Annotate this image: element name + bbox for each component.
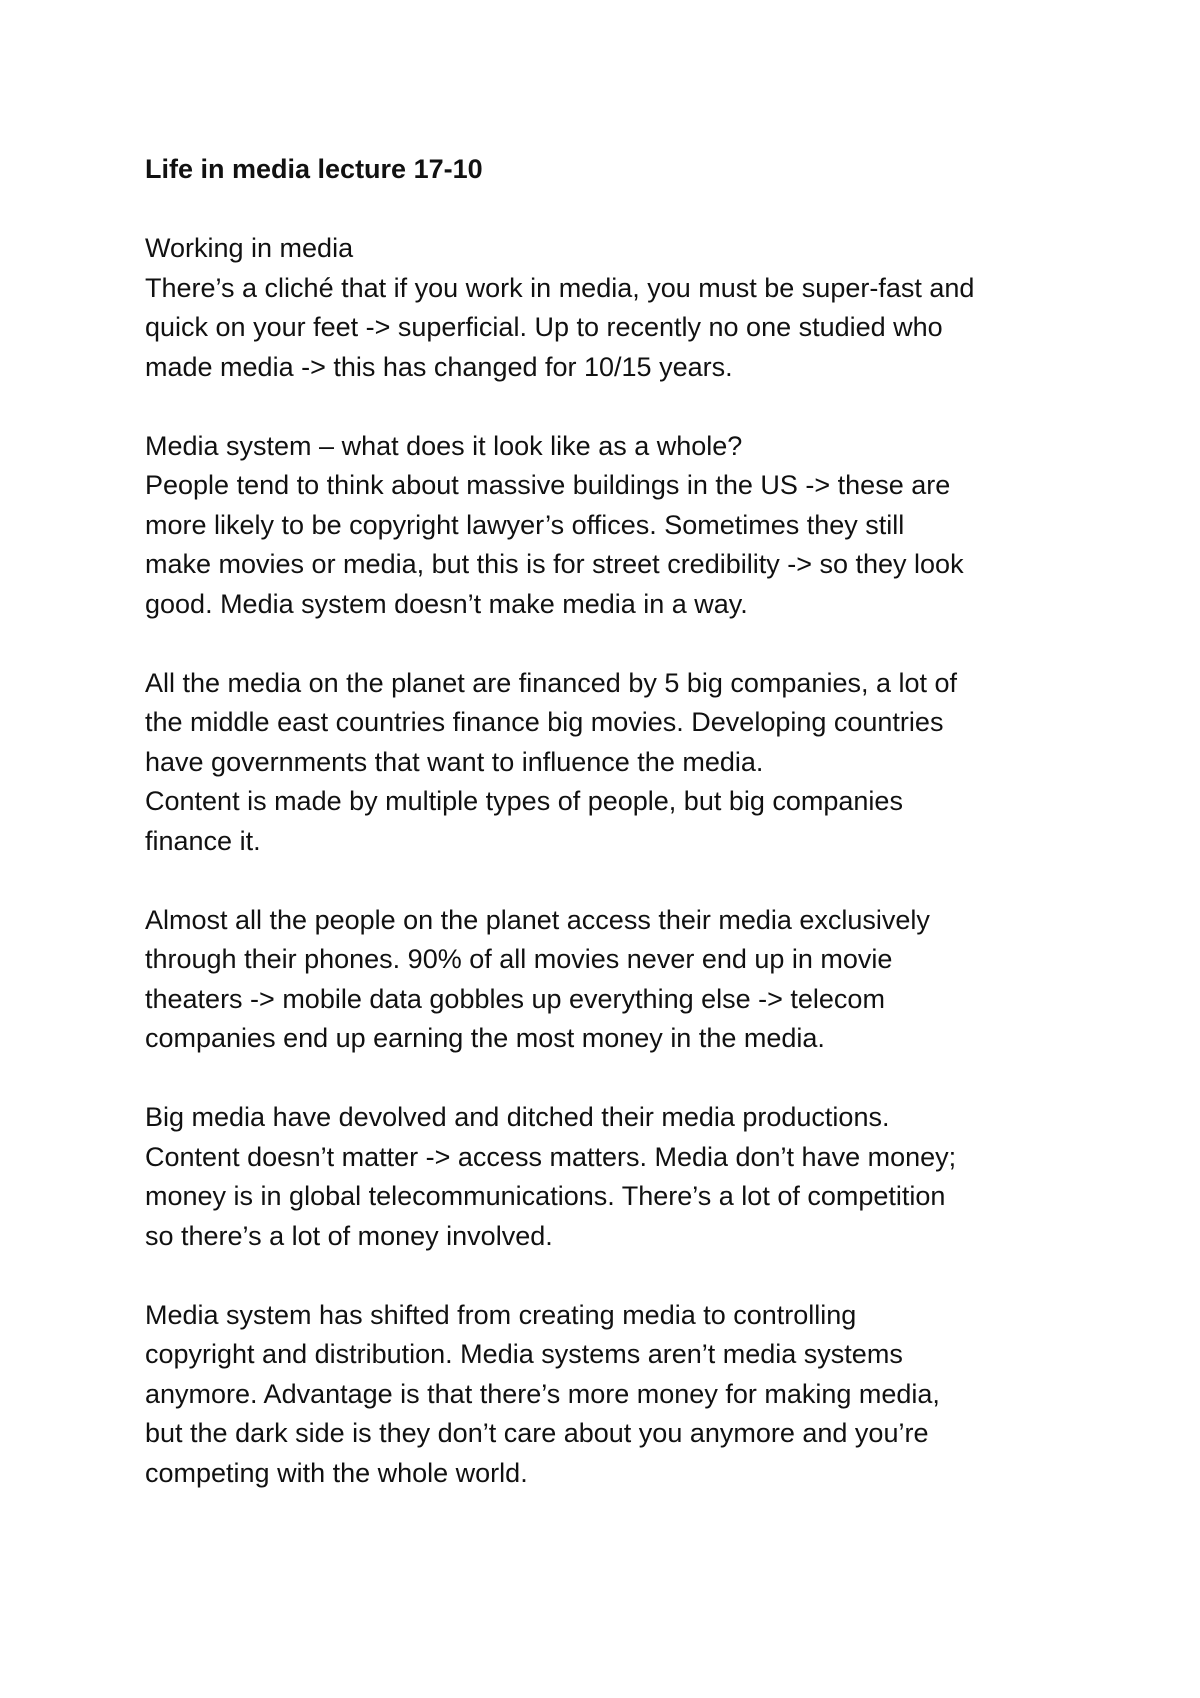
blank-line — [145, 861, 1105, 901]
text-line: People tend to think about massive buildings in the US -> these are — [145, 470, 951, 500]
text-line: quick on your feet -> superficial. Up to recently no one studied who — [145, 312, 943, 342]
document-title: Life in media lecture 17-10 — [145, 154, 483, 184]
text-line: Media system has shifted from creating media to controlling — [145, 1299, 857, 1330]
text-line: so there’s a lot of money involved. — [145, 1220, 553, 1251]
document-body — [145, 150, 1105, 1493]
text-line: All the media on the planet are financed by 5 big companies, a lot of — [145, 667, 958, 698]
text-line: but the dark side is they don’t care about you anymore and you’re — [145, 1418, 929, 1448]
text-line: have governments that want to influence the media. — [145, 746, 764, 777]
text-line: companies end up earning the most money in the media. — [145, 1023, 825, 1053]
text-line: Working in media — [145, 233, 354, 263]
text-line: Media system – what does it look like as a whole? — [145, 430, 743, 461]
text-line: copyright and distribution. Media systems aren’t media systems — [145, 1339, 903, 1369]
blank-line — [145, 1256, 1105, 1296]
blank-line — [145, 624, 1105, 664]
text-line: made media -> this has changed for 10/15 years. — [145, 351, 733, 382]
paragraph-working-in-media — [145, 229, 1105, 387]
text-line: more likely to be copyright lawyer’s offices. Sometimes they still — [145, 509, 905, 540]
text-line: the middle east countries finance big movies. Developing countries — [145, 707, 944, 737]
text-line: Almost all the people on the planet access their media exclusively — [145, 904, 930, 935]
paragraph-big-media — [145, 1098, 1105, 1256]
text-line: There’s a cliché that if you work in media, you must be super-fast and — [145, 272, 975, 303]
text-line: through their phones. 90% of all movies never end up in movie — [145, 944, 893, 974]
text-line: theaters -> mobile data gobbles up everything else -> telecom — [145, 983, 885, 1014]
paragraph-phones-access — [145, 901, 1105, 1059]
blank-line — [145, 1059, 1105, 1099]
text-line: finance it. — [145, 825, 261, 856]
text-line: anymore. Advantage is that there’s more money for making media, — [145, 1378, 940, 1409]
paragraph-media-system — [145, 427, 1105, 625]
text-line: make movies or media, but this is for street credibility -> so they look — [145, 549, 964, 579]
text-line: money is in global telecommunications. There’s a lot of competition — [145, 1181, 946, 1211]
text-line: competing with the whole world. — [145, 1457, 528, 1488]
text-line: Content doesn’t matter -> access matters. Media don’t have money; — [145, 1141, 957, 1172]
blank-line — [145, 387, 1105, 427]
blank-line — [145, 190, 1105, 230]
text-line: good. Media system doesn’t make media in a way. — [145, 588, 748, 619]
text-line: Big media have devolved and ditched their media productions. — [145, 1102, 890, 1132]
paragraph-shift — [145, 1296, 1105, 1494]
text-line: Content is made by multiple types of people, but big companies — [145, 786, 903, 816]
paragraph-financing — [145, 664, 1105, 862]
